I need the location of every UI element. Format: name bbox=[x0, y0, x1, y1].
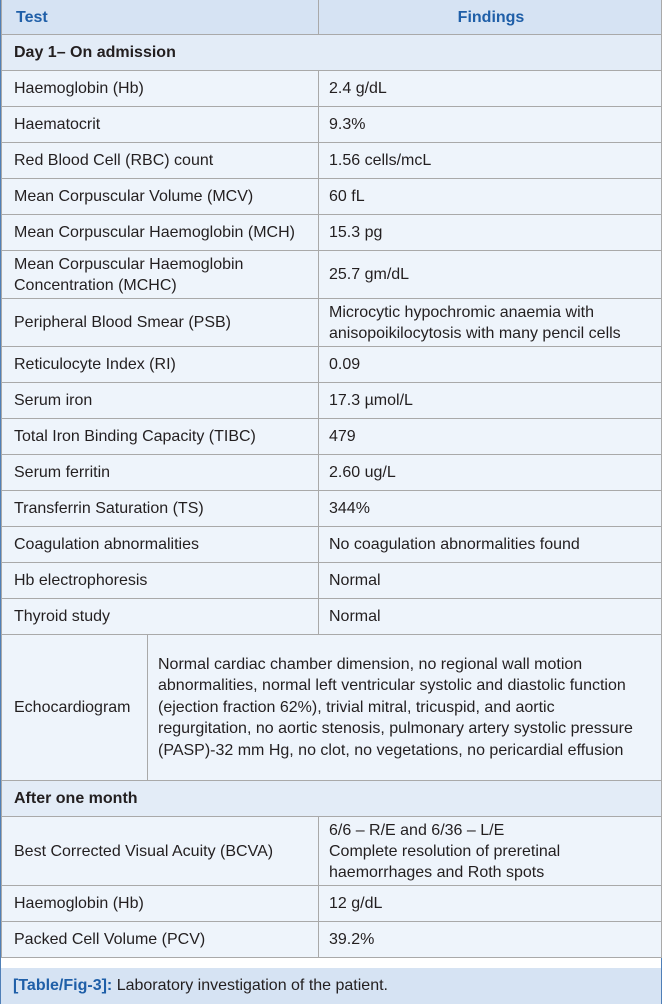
test-name-cell: Hb electrophoresis bbox=[2, 563, 319, 599]
test-name-cell: Haematocrit bbox=[2, 107, 319, 143]
table-row bbox=[2, 71, 662, 107]
section-row-after-month bbox=[2, 781, 662, 817]
finding-cell: 12 g/dL bbox=[319, 886, 662, 922]
finding-cell: No coagulation abnormalities found bbox=[319, 527, 662, 563]
section-row-day1 bbox=[2, 35, 662, 71]
test-name-cell: Coagulation abnormalities bbox=[2, 527, 319, 563]
test-name-cell: Haemoglobin (Hb) bbox=[2, 71, 319, 107]
table-row-bcva bbox=[2, 817, 662, 886]
finding-cell: Normal bbox=[319, 599, 662, 635]
table-row bbox=[2, 922, 662, 958]
test-name-cell: Echocardiogram bbox=[2, 635, 148, 781]
table-row bbox=[2, 251, 662, 299]
header-test: Test bbox=[2, 0, 319, 35]
table-row bbox=[2, 179, 662, 215]
finding-cell: 1.56 cells/mcL bbox=[319, 143, 662, 179]
finding-line: Complete resolution of preretinal haemorrhages and Roth spots bbox=[329, 842, 561, 881]
table-row bbox=[2, 107, 662, 143]
lab-table bbox=[1, 0, 662, 958]
lab-table-body bbox=[2, 0, 662, 958]
section-title-day1: Day 1– On admission bbox=[2, 35, 662, 71]
test-name-cell: Best Corrected Visual Acuity (BCVA) bbox=[2, 817, 319, 886]
table-row bbox=[2, 563, 662, 599]
table-row bbox=[2, 299, 662, 347]
test-name-cell: Mean Corpuscular Haemoglobin (MCH) bbox=[2, 215, 319, 251]
table-header-row bbox=[2, 0, 662, 35]
test-name-cell: Transferrin Saturation (TS) bbox=[2, 491, 319, 527]
table-row bbox=[2, 886, 662, 922]
finding-cell: 2.60 ug/L bbox=[319, 455, 662, 491]
test-name-cell: Peripheral Blood Smear (PSB) bbox=[2, 299, 319, 347]
finding-cell: 17.3 µmol/L bbox=[319, 383, 662, 419]
table-row bbox=[2, 347, 662, 383]
table-row bbox=[2, 143, 662, 179]
finding-cell: 479 bbox=[319, 419, 662, 455]
finding-cell: 2.4 g/dL bbox=[319, 71, 662, 107]
test-name-cell: Packed Cell Volume (PCV) bbox=[2, 922, 319, 958]
test-name-cell: Haemoglobin (Hb) bbox=[2, 886, 319, 922]
finding-cell: 344% bbox=[319, 491, 662, 527]
caption-label: [Table/Fig-3]: bbox=[13, 977, 113, 994]
table-row bbox=[2, 527, 662, 563]
table-row bbox=[2, 215, 662, 251]
test-name-cell: Total Iron Binding Capacity (TIBC) bbox=[2, 419, 319, 455]
test-name-cell: Mean Corpuscular Haemoglobin Concentration (MCHC) bbox=[2, 251, 319, 299]
test-name-cell: Red Blood Cell (RBC) count bbox=[2, 143, 319, 179]
finding-line: 6/6 – R/E and 6/36 – L/E bbox=[329, 821, 505, 839]
finding-cell: 0.09 bbox=[319, 347, 662, 383]
table-row bbox=[2, 383, 662, 419]
finding-cell: Normal cardiac chamber dimension, no regional wall motion abnormalities, normal left ventricular systolic and diastolic function (ejection fraction 62%), trivial mitral, tricuspid, and aortic regurgitation, no aortic stenosis, pulmonary artery systolic pressure (PASP)-32 mm Hg, no clot, no vegetations, no pericardial effusion bbox=[148, 635, 662, 781]
test-name-cell: Serum ferritin bbox=[2, 455, 319, 491]
finding-cell: 9.3% bbox=[319, 107, 662, 143]
finding-cell: 39.2% bbox=[319, 922, 662, 958]
caption-text: Laboratory investigation of the patient. bbox=[116, 977, 388, 994]
table-row bbox=[2, 419, 662, 455]
table-row-echocardiogram bbox=[2, 635, 662, 781]
finding-cell bbox=[319, 817, 662, 886]
finding-cell: 25.7 gm/dL bbox=[319, 251, 662, 299]
test-name-cell: Reticulocyte Index (RI) bbox=[2, 347, 319, 383]
table-row bbox=[2, 599, 662, 635]
test-name-cell: Serum iron bbox=[2, 383, 319, 419]
table-row bbox=[2, 491, 662, 527]
table-caption bbox=[1, 968, 661, 1004]
finding-cell: 60 fL bbox=[319, 179, 662, 215]
test-name-cell: Mean Corpuscular Volume (MCV) bbox=[2, 179, 319, 215]
finding-cell: 15.3 pg bbox=[319, 215, 662, 251]
table-row bbox=[2, 455, 662, 491]
section-title-after-month: After one month bbox=[2, 781, 662, 817]
test-name-cell: Thyroid study bbox=[2, 599, 319, 635]
finding-cell: Normal bbox=[319, 563, 662, 599]
header-findings: Findings bbox=[319, 0, 662, 35]
finding-cell: Microcytic hypochromic anaemia with anisopoikilocytosis with many pencil cells bbox=[319, 299, 662, 347]
